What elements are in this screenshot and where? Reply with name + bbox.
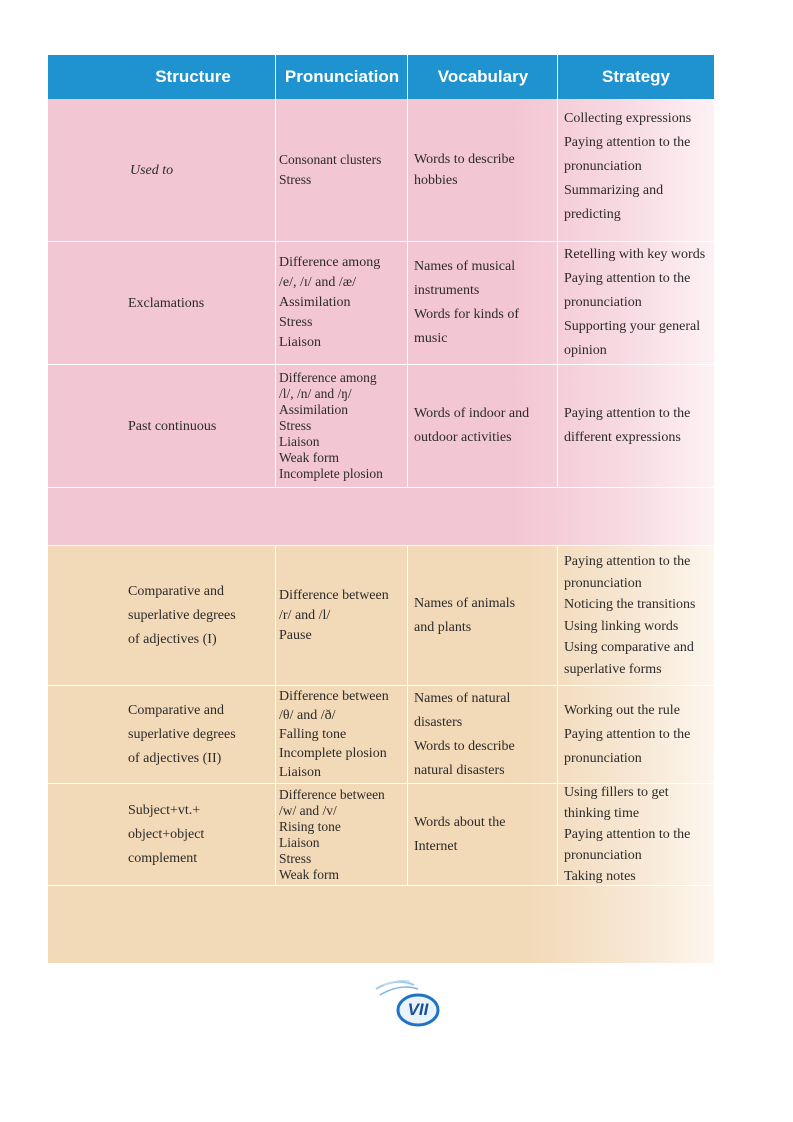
page-number-emblem (370, 975, 450, 1031)
row-6-vocabulary: Words about the Internet (414, 814, 506, 854)
column-divider (275, 545, 276, 885)
row-3-strategy: Paying attention to the different expressions (564, 406, 691, 445)
row-1-structure: Used to (130, 162, 174, 178)
row-5-strategy: Working out the rule Paying attention to the pronunciation (564, 702, 691, 766)
row-3-pronunciation: Difference among /l/, /n/ and /ŋ/ Assimilation Stress Liaison Weak form Incomplete plosion (279, 370, 383, 481)
row-6-pronunciation: Difference between /w/ and /v/ Rising tone Liaison Stress Weak form (279, 786, 385, 882)
header-vocabulary: Vocabulary (437, 67, 529, 86)
row-2-strategy: Retelling with key words Paying attention to the pronunciation Supporting your general opinion (564, 247, 706, 358)
row-2-pronunciation: Difference among /e/, /ɪ/ and /æ/ Assimilation Stress Liaison (279, 255, 381, 350)
table-header (48, 55, 714, 99)
row-1-pronunciation: Consonant clusters Stress (279, 152, 382, 187)
row-4-strategy: Paying attention to the pronunciation Noticing the transitions Using linking words Using comparative and superlative forms (564, 554, 696, 677)
header-strategy: Strategy (601, 67, 671, 86)
column-divider (407, 55, 408, 487)
row-6-strategy: Using fillers to get thinking time Paying attention to the pronunciation Taking notes (564, 785, 691, 884)
row-6-structure: Subject+vt.+ object+object complement (128, 802, 205, 866)
row-5-structure: Comparative and superlative degrees of adjectives (II) (128, 702, 236, 766)
column-divider (557, 545, 558, 885)
row-4-structure: Comparative and superlative degrees of adjectives (I) (128, 583, 236, 647)
page-number: VII (407, 1000, 429, 1019)
row-4-vocabulary: Names of animals and plants (414, 595, 516, 635)
row-5-pronunciation: Difference between /θ/ and /ð/ Falling tone Incomplete plosion Liaison (279, 689, 389, 780)
header-pronunciation: Pronunciation (284, 67, 400, 86)
row-divider (48, 487, 714, 488)
header-structure: Structure (155, 67, 231, 86)
row-4-pronunciation: Difference between /r/ and /l/ Pause (279, 587, 389, 643)
row-1-vocabulary: Words to describe hobbies (414, 152, 515, 188)
column-divider (557, 55, 558, 487)
column-divider (407, 545, 408, 885)
row-5-vocabulary: Names of natural disasters Words to describe natural disasters (414, 690, 515, 778)
row-3-structure: Past continuous (128, 418, 217, 434)
row-2-structure: Exclamations (128, 295, 205, 311)
row-2-vocabulary: Names of musical instruments Words for kinds of music (414, 259, 520, 346)
row-1-strategy: Collecting expressions Paying attention to the pronunciation Summarizing and predicting (564, 111, 692, 222)
row-3-vocabulary: Words of indoor and outdoor activities (414, 406, 530, 445)
